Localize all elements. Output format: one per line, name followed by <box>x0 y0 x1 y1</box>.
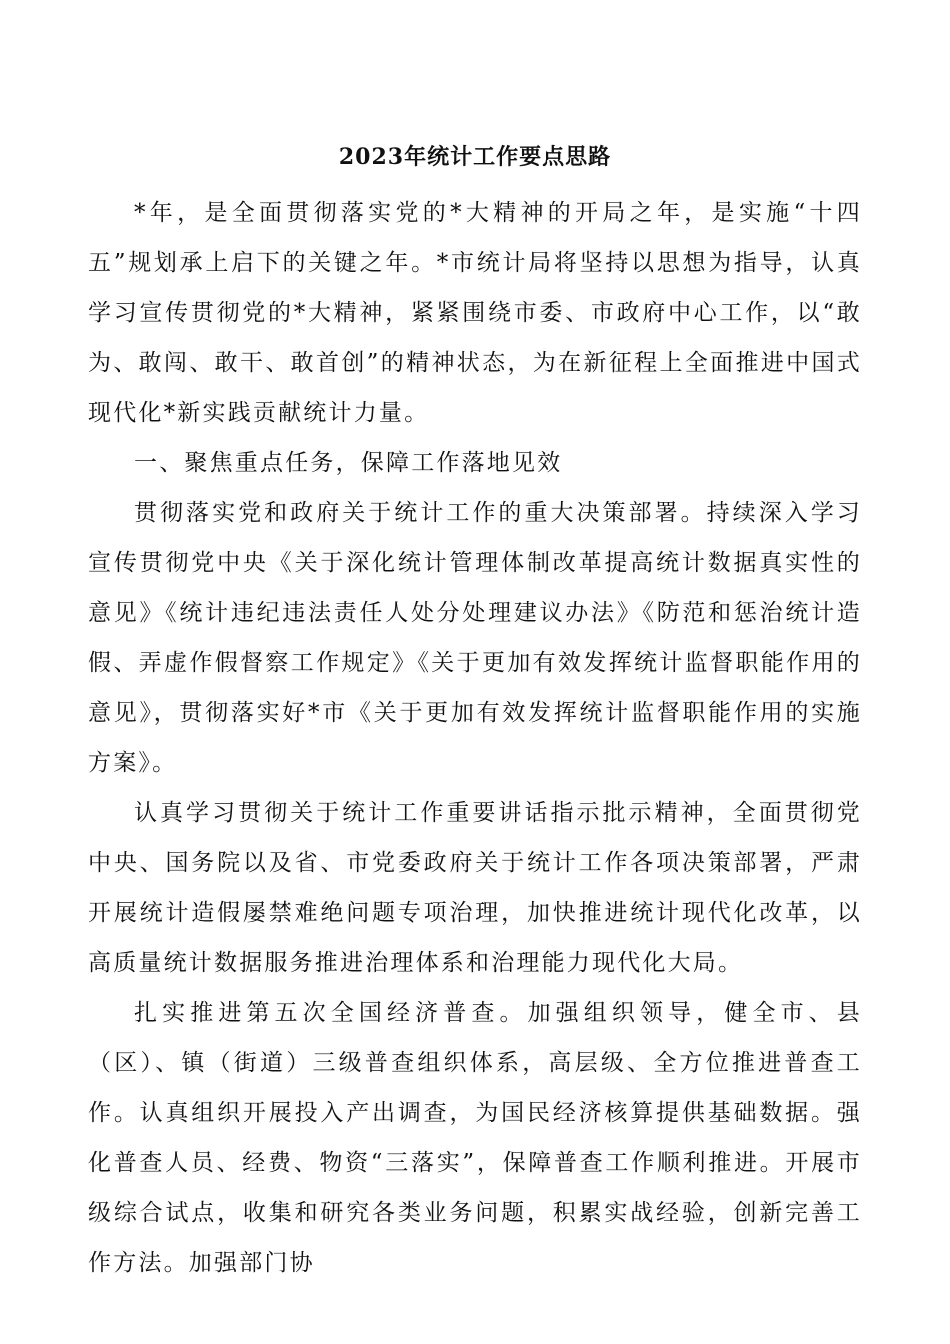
paragraph-decisions: 贯彻落实党和政府关于统计工作的重大决策部署。持续深入学习宣传贯彻党中央《关于深化统计管理体制改革提高统计数据真实性的意见》《统计违纪违法责任人处分处理建议办法》《防范和惩治统计造假、弄虚作假督察工作规定》《关于更加有效发挥统计监督职能作用的意见》，贯彻落实好*市《关于更加有效发挥统计监督职能作用的实施方案》。 <box>88 500 862 776</box>
paragraph-census: 扎实推进第五次全国经济普查。加强组织领导，健全市、县（区）、镇（街道）三级普查组织体系，高层级、全方位推进普查工作。认真组织开展投入产出调查，为国民经济核算提供基础数据。强化普查人员、经费、物资“三落实”，保障普查工作顺利推进。开展市级综合试点，收集和研究各类业务问题，积累实战经验，创新完善工作方法。加强部门协 <box>88 1000 862 1276</box>
section-heading-1: 一、聚焦重点任务，保障工作落地见效 <box>134 450 563 476</box>
paragraph-intro: *年，是全面贯彻落实党的*大精神的开局之年，是实施“十四五”规划承上启下的关键之年。*市统计局将坚持以思想为指导，认真学习宣传贯彻党的*大精神，紧紧围绕市委、市政府中心工作，以“敢为、敢闯、敢干、敢首创”的精神状态，为在新征程上全面推进中国式现代化*新实践贡献统计力量。 <box>88 200 862 426</box>
document-title: 2023年统计工作要点思路 <box>338 144 612 170</box>
document-body <box>88 188 862 1288</box>
paragraph-study: 认真学习贯彻关于统计工作重要讲话指示批示精神，全面贯彻党中央、国务院以及省、市党委政府关于统计工作各项决策部署，严肃开展统计造假屡禁难绝问题专项治理，加快推进统计现代化改革，以高质量统计数据服务推进治理体系和治理能力现代化大局。 <box>88 800 862 976</box>
